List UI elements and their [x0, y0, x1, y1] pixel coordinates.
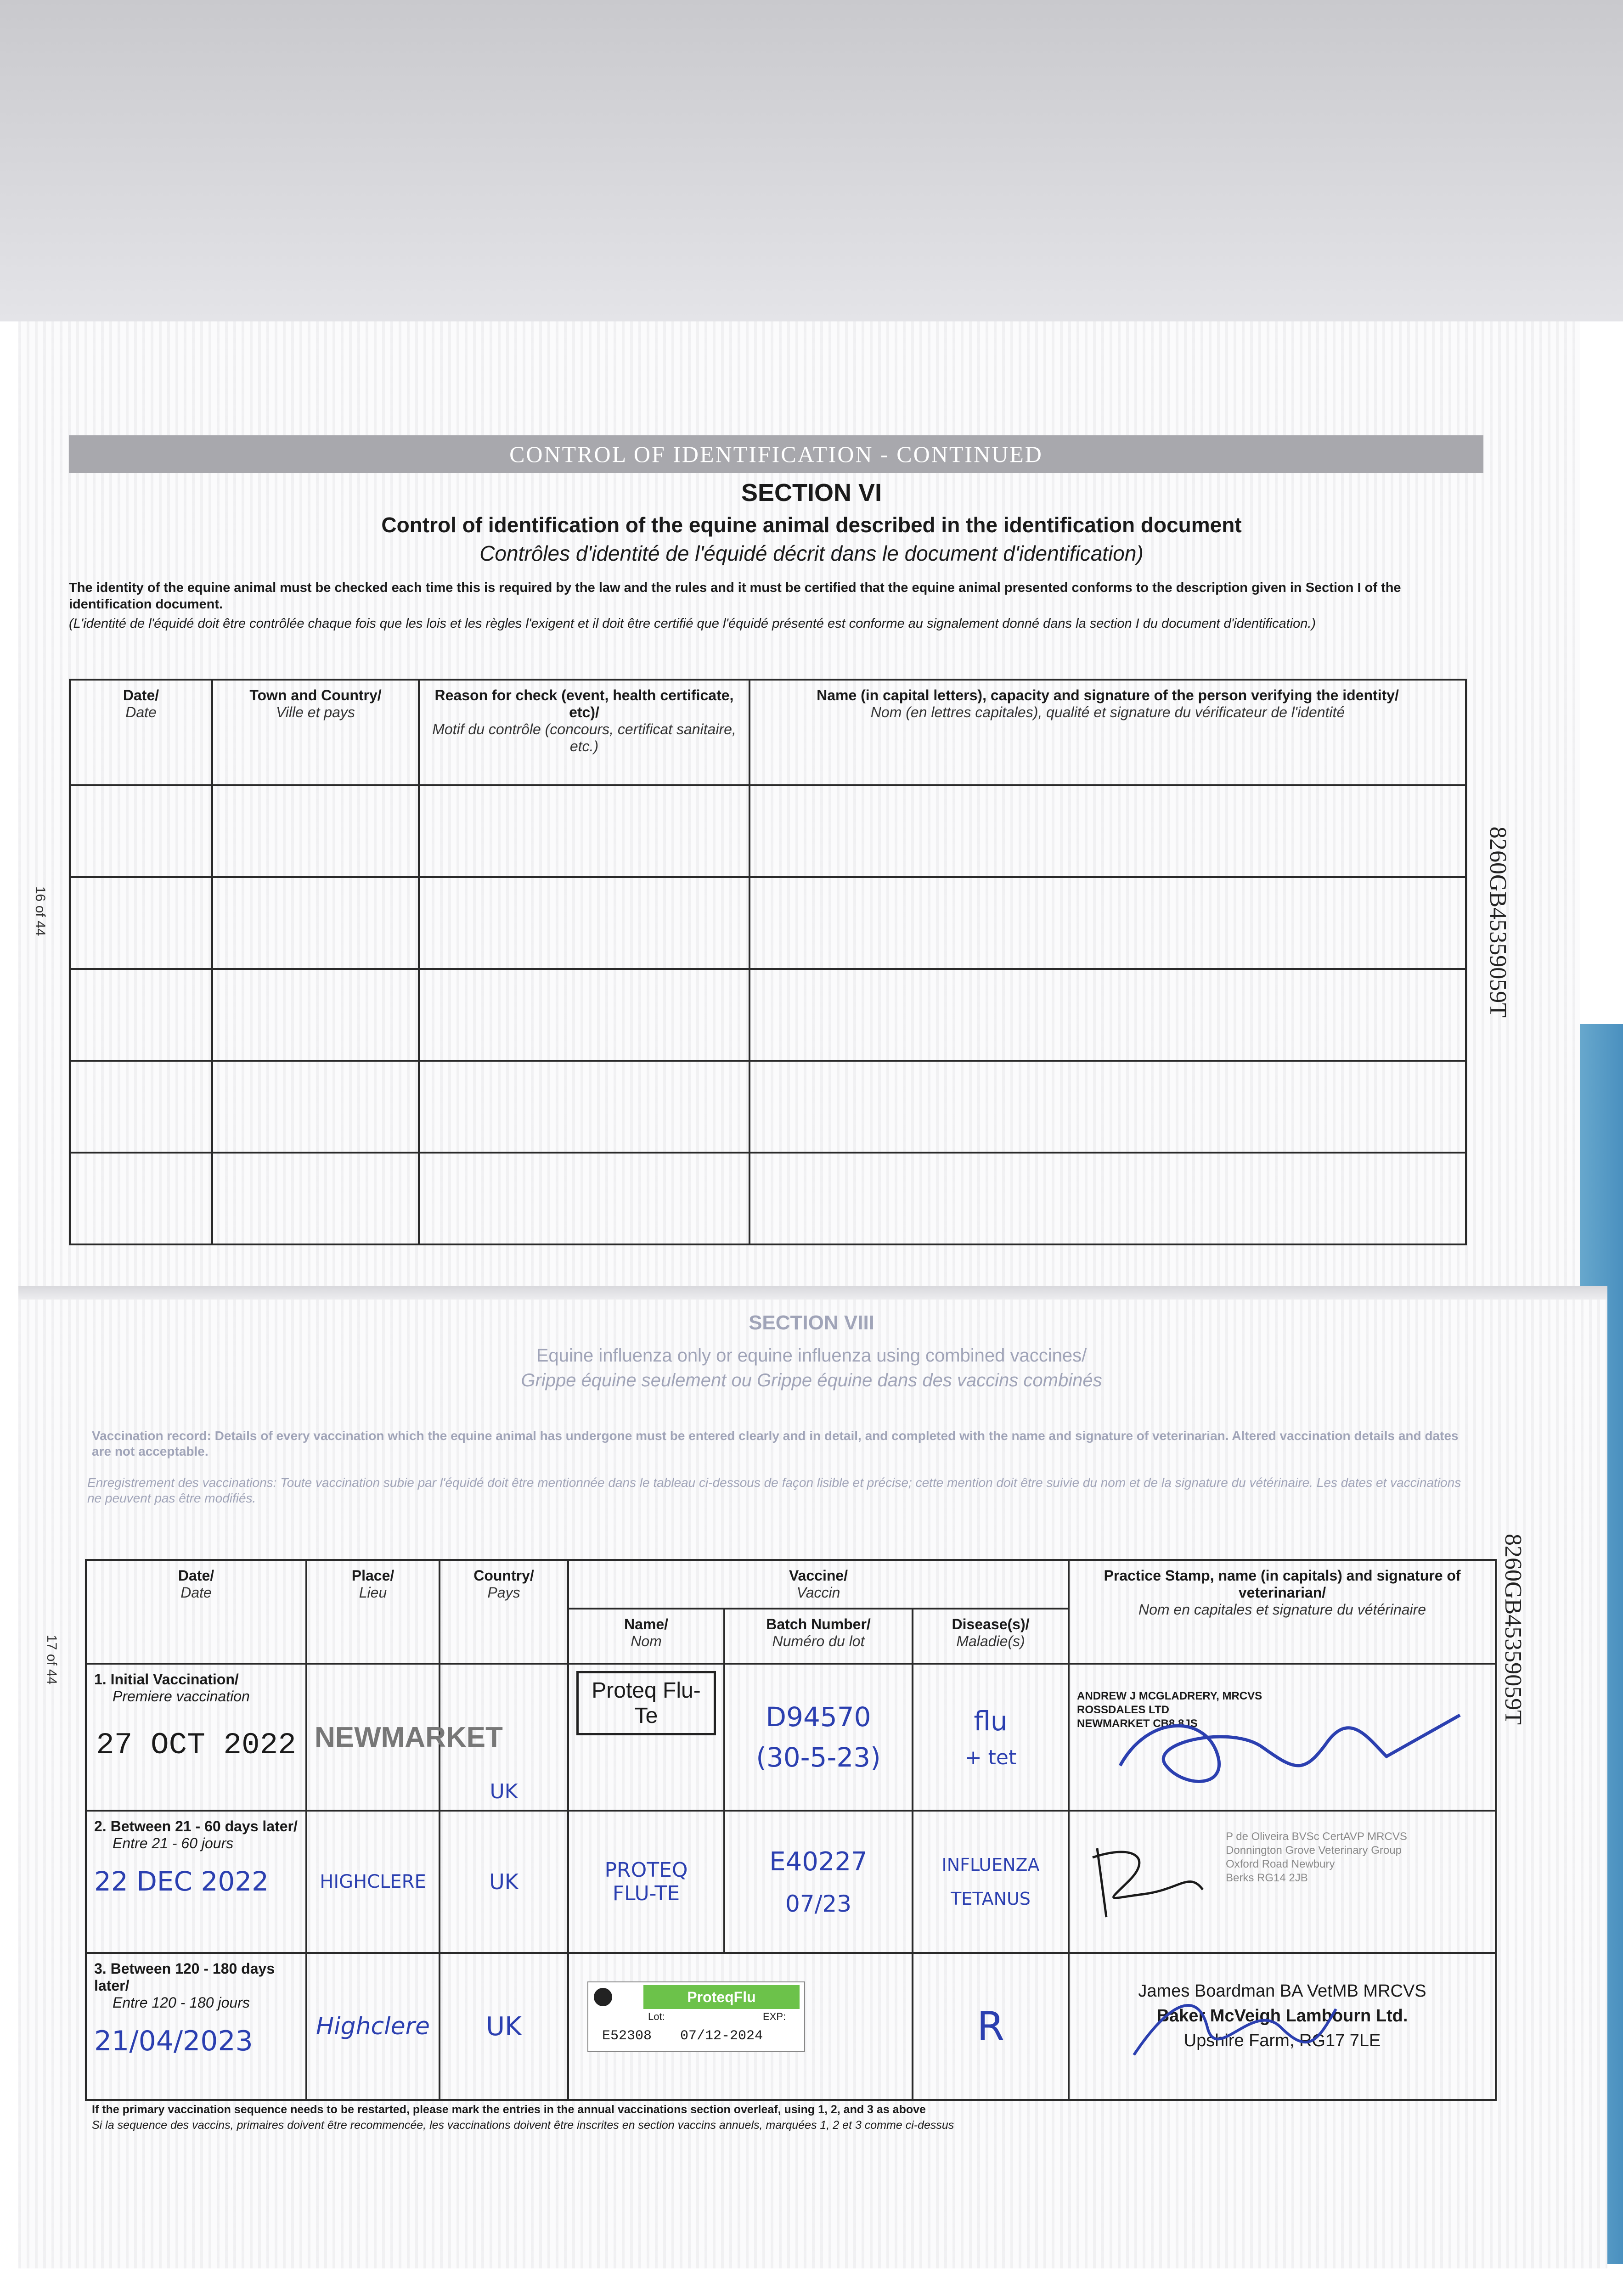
signature-1: [1111, 1697, 1488, 1798]
row-3-date-cell: 3. Between 120 - 180 days later/ Entre 120 - 180 jours 21/04/2023: [86, 1953, 306, 2100]
footnote-en: If the primary vaccination sequence needs to be restarted, please mark the entries in the annual vaccinations section overleaf, using 1, 2, and 3 as above: [92, 2103, 926, 2116]
row-3-disease: R: [913, 1953, 1069, 2100]
identity-check-table: [69, 679, 1467, 1245]
table-row: [70, 1061, 1466, 1153]
section-vi-intro-en: The identity of the equine animal must be checked each time this is required by the law and the rules and it must be certified that the equine animal presented conforms to the description given in Section I of the identification document.: [69, 580, 1401, 612]
row-2-date: 22 DEC 2022: [94, 1866, 269, 1897]
page-number-16: 16 of 44: [33, 886, 48, 936]
row-2-batch: E40227 07/23: [724, 1811, 913, 1953]
col-date: Date/ Date: [70, 680, 212, 785]
row-3-date: 21/04/2023: [94, 2025, 253, 2057]
passport-number-bottom: 8260GB45359059T: [1500, 1534, 1526, 1725]
row-1-practice-stamp: ANDREW J MCGLADRERY, MRCVS ROSSDALES LTD NEWMARKET CB8 8JS: [1069, 1664, 1496, 1811]
row-2-date-cell: 2. Between 21 - 60 days later/ Entre 21 - 60 jours 22 DEC 2022: [86, 1811, 306, 1953]
sticker-lot: E52308: [602, 2028, 652, 2044]
row-2-disease: INFLUENZA TETANUS: [913, 1811, 1069, 1953]
sticker-logo-icon: [594, 1988, 612, 2006]
vaccine-name-stamp: Proteq Flu-Te: [576, 1671, 716, 1735]
col-country: Country/ Pays: [440, 1560, 568, 1664]
table-row: [70, 1153, 1466, 1244]
row-3-practice-stamp: James Boardman BA VetMB MRCVS Baker McVeigh Lambourn Ltd. Upshire Farm, RG17 7LE: [1069, 1953, 1496, 2100]
section-vi-title: SECTION VI: [741, 479, 882, 506]
col-town-country: Town and Country/ Ville et pays: [212, 680, 419, 785]
signature-2: [1079, 1830, 1217, 1931]
section-vi-intro-fr: (L'identité de l'équidé doit être contrôlée chaque fois que les lois et les règles l'exigent et il doit être certifié que l'équidé présenté est conforme au signalement donné dans la section I du document d'identification.): [69, 616, 1316, 631]
row-1-vaccine-name: [568, 1664, 724, 1811]
row-2-practice-stamp: P de Oliveira BVSc CertAVP MRCVS Donnington Grove Veterinary Group Oxford Road Newbury Berks RG14 2JB: [1069, 1811, 1496, 1953]
section-vi-heading-fr: Contrôles d'identité de l'équidé décrit dans le document d'identification): [479, 541, 1144, 565]
vaccination-table: [85, 1559, 1497, 2101]
col-reason: Reason for check (event, health certificate, etc)/ Motif du contrôle (concours, certificat sanitaire, etc.): [419, 680, 750, 785]
table-header-row: [70, 680, 1466, 785]
col-vaccine-name: Name/ Nom: [568, 1609, 724, 1664]
table-header-row: [86, 1560, 1496, 1609]
passport-number-top: 8260GB45359059T: [1485, 827, 1511, 1018]
row-2-place: HIGHCLERE: [306, 1811, 440, 1953]
col-practice-stamp: Practice Stamp, name (in capitals) and signature of veterinarian/ Nom en capitales et signature du vétérinaire: [1069, 1560, 1496, 1664]
row-1-country: UK: [440, 1664, 568, 1811]
row-3-place: Highclere: [306, 1953, 440, 2100]
footnote-fr: Si la sequence des vaccins, primaires doivent être recommencée, les vaccinations doivent être inscrites en section vaccins annuels, marquées 1, 2 et 3 comme ci-dessus: [92, 2119, 954, 2132]
row-1-date-cell: 1. Initial Vaccination/ Premiere vaccination 27 OCT 2022: [86, 1664, 306, 1811]
row-3-vaccine-sticker-cell: [568, 1953, 913, 2100]
section-viii-heading-en: Equine influenza only or equine influenza using combined vaccines/: [536, 1345, 1087, 1366]
row-1-date-stamp: 27 OCT 2022: [96, 1728, 296, 1762]
vaccination-row-1: [86, 1664, 1496, 1811]
row-3-country: UK: [440, 1953, 568, 2100]
vaccine-sticker: ProteqFlu Lot: EXP: E52308 07/12-2024: [587, 1981, 805, 2052]
col-date: Date/ Date: [86, 1560, 306, 1664]
col-disease: Disease(s)/ Maladie(s): [913, 1609, 1069, 1664]
section-viii-heading-fr: Grippe équine seulement ou Grippe équine dans des vaccins combinés: [521, 1370, 1102, 1390]
vaccination-row-2: [86, 1811, 1496, 1953]
row-2-country: UK: [440, 1811, 568, 1953]
signature-3: [1125, 1972, 1354, 2073]
sticker-brand: ProteqFlu: [643, 1985, 800, 2009]
row-2-vaccine-name: PROTEQ FLU-TE: [568, 1811, 724, 1953]
table-row: [70, 877, 1466, 969]
col-batch: Batch Number/ Numéro du lot: [724, 1609, 913, 1664]
section-vi-heading-en: Control of identification of the equine animal described in the identification document: [381, 513, 1242, 537]
section-viii-intro-fr: Enregistrement des vaccinations: Toute vaccination subie par l'équidé doit être mentionnée dans le tableau ci-dessous de façon lisible et précise; cette mention doit être suivie du nom et de la signature du vétérinaire. Les dates et vaccinations ne peuvent pas être modifiés.: [87, 1475, 1461, 1505]
scanner-background: [0, 0, 1623, 321]
col-verifier: Name (in capital letters), capacity and signature of the person verifying the identity/ Nom (en lettres capitales), qualité et signature du vérificateur de l'identité: [750, 680, 1466, 785]
row-1-place: NEWMARKET: [306, 1664, 440, 1811]
sticker-exp: 07/12-2024: [680, 2028, 763, 2044]
col-vaccine: Vaccine/ Vaccin: [568, 1560, 1069, 1609]
section-viii-title: SECTION VIII: [749, 1311, 874, 1334]
col-place: Place/ Lieu: [306, 1560, 440, 1664]
vaccination-row-3: [86, 1953, 1496, 2100]
section-viii-intro-en: Vaccination record: Details of every vaccination which the equine animal has undergone must be entered clearly and in detail, and completed with the name and signature of veterinarian. Altered vaccination details and dates are not acceptable.: [92, 1429, 1459, 1458]
page-number-17: 17 of 44: [44, 1635, 59, 1685]
row-1-disease: flu + tet: [913, 1664, 1069, 1811]
table-row: [70, 969, 1466, 1061]
row-1-batch: D94570 (30-5-23): [724, 1664, 913, 1811]
section-banner: CONTROL OF IDENTIFICATION - CONTINUED: [69, 435, 1483, 473]
table-row: [70, 785, 1466, 877]
